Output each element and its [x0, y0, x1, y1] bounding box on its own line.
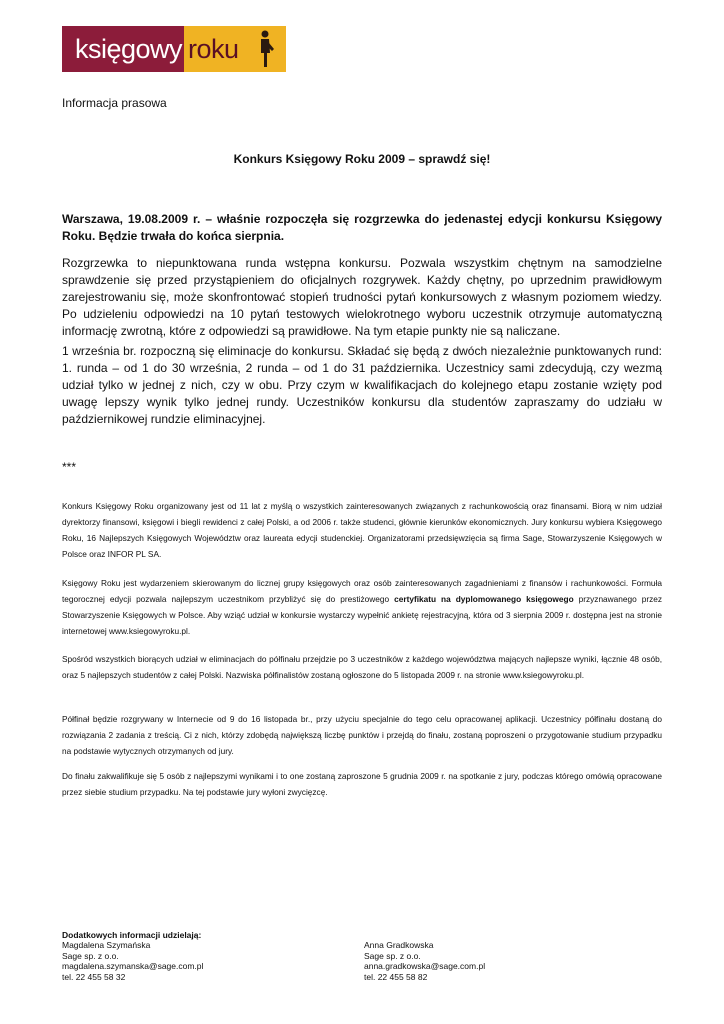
logo-figure-icon	[254, 29, 276, 69]
contact-left	[62, 940, 203, 982]
note-2-text-c: przyznawanego przez Stowarzyszenie Księgowych w Polsce. Aby wziąć udział w konkursie wystarczy wypełnić ankietę rejestracyjną, która od 3 sierpnia 2009 r. dostępna jest na stronie internetowej www.ksiegowyroku.pl.	[62, 594, 663, 636]
note-2-certificate: certyfikatu na dyplomowanego księgowego	[394, 594, 574, 604]
contact-phone: tel. 22 455 58 32	[62, 971, 126, 982]
contact-phone: tel. 22 455 58 82	[364, 971, 428, 982]
note-paragraph-4: Półfinał będzie rozgrywany w Internecie od 9 do 16 listopada br., przy użyciu specjalnie do tego celu opracowanej aplikacji. Uczestnicy półfinału dostaną do rozwiązania 2 zadania z treścią. Ci z nich, którzy zdobędą największą liczbę punktów i przejdą do finału, zostaną poproszeni o przygotowanie studium przypadku na podstawie wytycznych otrzymanych od jury.	[62, 714, 662, 756]
ksiegowy-roku-logo	[62, 26, 286, 72]
logo-text-right	[184, 26, 286, 72]
note-paragraph-3: Spośród wszystkich biorących udział w eliminacjach do półfinału przejdzie po 3 uczestników z każdego województwa mających najlepsze wyniki, łącznie 48 osób, oraz 5 najlepszych studentów z całej Polski. Nazwiska półfinalistów zostaną ogłoszone do 5 listopada 2009 r. na stronie www.ksiegowyroku.pl.	[62, 654, 662, 680]
lead-paragraph: Warszawa, 19.08.2009 r. – właśnie rozpoczęła się rozgrzewka do jedenastej edycji konkursu Księgowy Roku. Będzie trwała do końca sierpnia.	[62, 212, 662, 243]
section-separator: ***	[62, 460, 77, 474]
logo-text-left: księgowy	[62, 26, 184, 72]
contact-company: Sage sp. z o.o.	[364, 950, 421, 961]
contact-company: Sage sp. z o.o.	[62, 950, 119, 961]
contact-right	[364, 940, 485, 982]
note-paragraph-1: Konkurs Księgowy Roku organizowany jest od 11 lat z myślą o wszystkich zainteresowanych związanych z rachunkowością oraz finansami. Biorą w nim udział dyrektorzy finansowi, księgowi i biegli rewidenci z całej Polski, a od 2006 r. także studenci, głównie kierunków ekonomicznych. Jury konkursu wybiera Księgowego Roku, 16 Najlepszych Księgowych Województw oraz laureata edycji studenckiej. Organizatorami przedsięwzięcia są firma Sage, Stowarzyszenie Księgowych w Polsce oraz INFOR PL SA.	[62, 501, 662, 559]
note-2-text-a: Księgowy Roku jest wydarzeniem skierowanym do licznej grupy księgowych oraz osób zainteresowanych zagadnieniami z finansów i rachunkowości. Formuła tegorocznej edycji pozwala najlepszym uczestnikom przybliżyć się do prestiżowego	[62, 578, 662, 604]
press-release-label: Informacja prasowa	[62, 96, 167, 110]
logo-text-right-word: roku	[188, 34, 239, 64]
contacts-heading: Dodatkowych informacji udzielają:	[62, 930, 202, 940]
contact-email: anna.gradkowska@sage.com.pl	[364, 961, 486, 971]
body-paragraph-2: 1 września br. rozpoczną się eliminacje do konkursu. Składać się będą z dwóch niezależnie punktowanych rund: 1. runda – od 1 do 30 września, 2 runda – od 1 do 31 października. Uczestnicy sami zdecydują, czy wezmą udział tylko w jednej z nich, czy w obu. Przy czym w kwalifikacjach do kolejnego etapu zostanie wzięty pod uwagę lepszy wynik tylko jednej rundy. Uczestników konkursu dla studentów zapraszamy do udziału w październikowej rundzie eliminacyjnej.	[62, 344, 662, 426]
note-paragraph-5: Do finału zakwalifikuje się 5 osób z najlepszymi wynikami i to one zostaną zaproszone 5 grudnia 2009 r. na spotkanie z jury, podczas którego omówią opracowane przez siebie studium przypadku. Na tej podstawie jury wyłoni zwycięzcę.	[62, 771, 662, 797]
body-paragraph-1: Rozgrzewka to niepunktowana runda wstępna konkursu. Pozwala wszystkim chętnym na samodzielne sprawdzenie się przed przystąpieniem do oficjalnych rozgrywek. Każdy chętny, po uprzednim prawidłowym zarejestrowaniu się, może skonfrontować stopień trudności pytań konkursowych z własnym poziomem wiedzy. Po udzieleniu odpowiedzi na 10 pytań testowych wielokrotnego wyboru uczestnik otrzymuje automatyczną informację zwrotną, które z odpowiedzi są prawidłowe. Na tym etapie punkty nie są naliczane.	[62, 256, 662, 338]
note-paragraph-2	[62, 575, 662, 639]
contact-name: Magdalena Szymańska	[62, 940, 151, 950]
contact-name: Anna Gradkowska	[364, 940, 434, 950]
headline: Konkurs Księgowy Roku 2009 – sprawdź się!	[233, 152, 491, 166]
contact-email: magdalena.szymanska@sage.com.pl	[62, 961, 204, 971]
